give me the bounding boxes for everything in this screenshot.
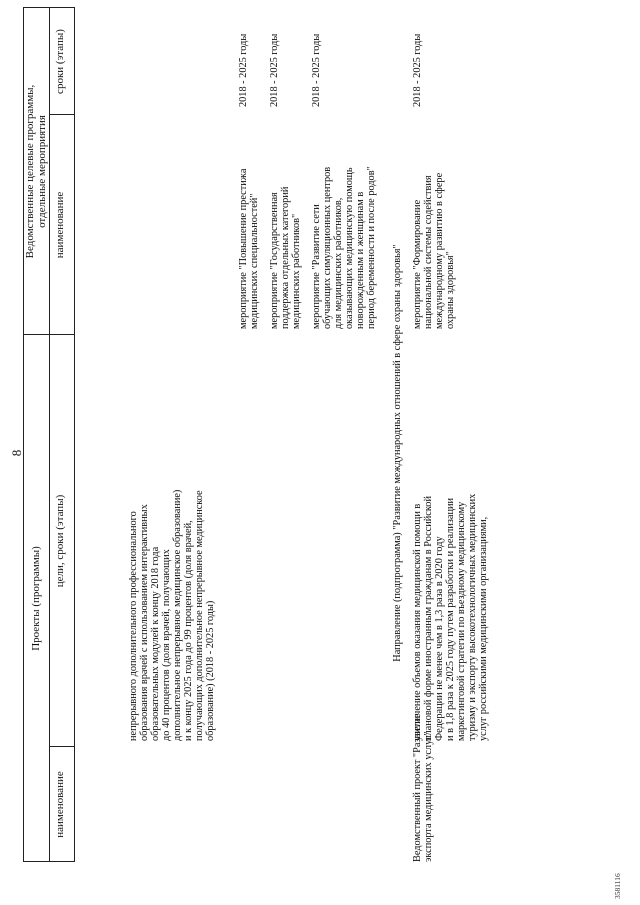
direction-heading: Направление (подпрограмма) "Развитие международных отношений в сфере охраны здоровья"	[392, 244, 403, 662]
activity-name-line: период беременности и после родов"	[366, 166, 377, 329]
header-row-divider	[49, 7, 50, 862]
activity-terms: 2018 - 2025 годы	[412, 33, 423, 107]
activity-name-line: новорожденным и женщинам в	[355, 191, 366, 329]
goals-line: до 40 процентов (доля врачей, получающих	[161, 549, 172, 741]
project-name-line: Ведомственный проект "Развитие	[412, 713, 423, 862]
activity-name-line: медицинских работников"	[291, 213, 302, 329]
activity-terms: 2018 - 2025 годы	[311, 33, 322, 107]
activity-name-line: обучающих симуляционных центров	[322, 166, 333, 329]
project-goals-line: Федерации не менее чем в 1,3 раза в 2020 году	[434, 536, 445, 741]
goals-line: непрерывного дополнительного профессионального	[128, 511, 139, 741]
activity-name-line: для медицинских работников,	[333, 197, 344, 329]
header-col-goals: цели, сроки (этапы)	[54, 494, 66, 588]
activity-name-line: национальной системы содействия	[423, 175, 434, 329]
activity-name-line: мероприятие "Развитие сети	[311, 204, 322, 329]
activity-name-line: международному развитию в сфере	[434, 172, 445, 329]
activity-name-line: мероприятие "Государственная	[269, 192, 280, 329]
activity-terms: 2018 - 2025 годы	[269, 33, 280, 107]
header-col-name: наименование	[54, 771, 66, 838]
project-name-line: экспорта медицинских услуг"	[423, 731, 434, 862]
rotated-page	[3, 3, 637, 903]
goals-line: и к концу 2025 года до 99 процентов (доля врачей,	[183, 520, 194, 741]
goals-line: образование) (2018 - 2025 годы)	[205, 600, 216, 741]
goals-line: получающих дополнительное непрерывное медицинское	[194, 490, 205, 741]
header-projects: Проекты (программы)	[30, 546, 42, 651]
activity-terms: 2018 - 2025 годы	[238, 33, 249, 107]
activity-name-line: мероприятие "Формирование	[412, 199, 423, 329]
goals-line: образовательных модулей к концу 2018 года	[150, 546, 161, 741]
project-goals-line: туризму и экспорту высокотехнологичных медицинских	[467, 493, 478, 741]
header-bottom-border	[74, 7, 75, 862]
page-number: 8	[9, 449, 24, 457]
activity-name-line: оказывающих медицинскую помощь	[344, 167, 355, 329]
project-goals-line: и в 1,8 раза к 2025 году путем разработки и реализации	[445, 498, 456, 741]
project-goals-line: услуг российскими медицинскими организациями,	[478, 516, 489, 741]
activity-name-line: медицинских специальностей"	[249, 193, 260, 329]
project-goals-line: увеличение объемов оказания медицинской помощи в	[412, 503, 423, 741]
project-goals-line: плановой форме иностранным гражданам в Российской	[423, 496, 434, 741]
goals-line: дополнительное непрерывное медицинское образование)	[172, 489, 183, 741]
activity-name-line: поддержка отдельных категорий	[280, 186, 291, 329]
header-col-name-2: наименование	[54, 191, 66, 259]
document-id: 3581116	[613, 873, 622, 899]
project-goals-line: маркетинговой стратегии по въездному медицинскому	[456, 501, 467, 741]
header-departmental-line-1: Ведомственные целевые программы,	[24, 84, 36, 259]
header-col-terms: сроки (этапы)	[54, 29, 66, 94]
goals-line: образования врачей с использованием интерактивных	[139, 504, 150, 741]
activity-name-line: охраны здоровья"	[445, 251, 456, 329]
activity-name-line: мероприятие "Повышение престижа	[238, 168, 249, 329]
header-departmental-line-2: отдельные мероприятия	[35, 115, 48, 228]
